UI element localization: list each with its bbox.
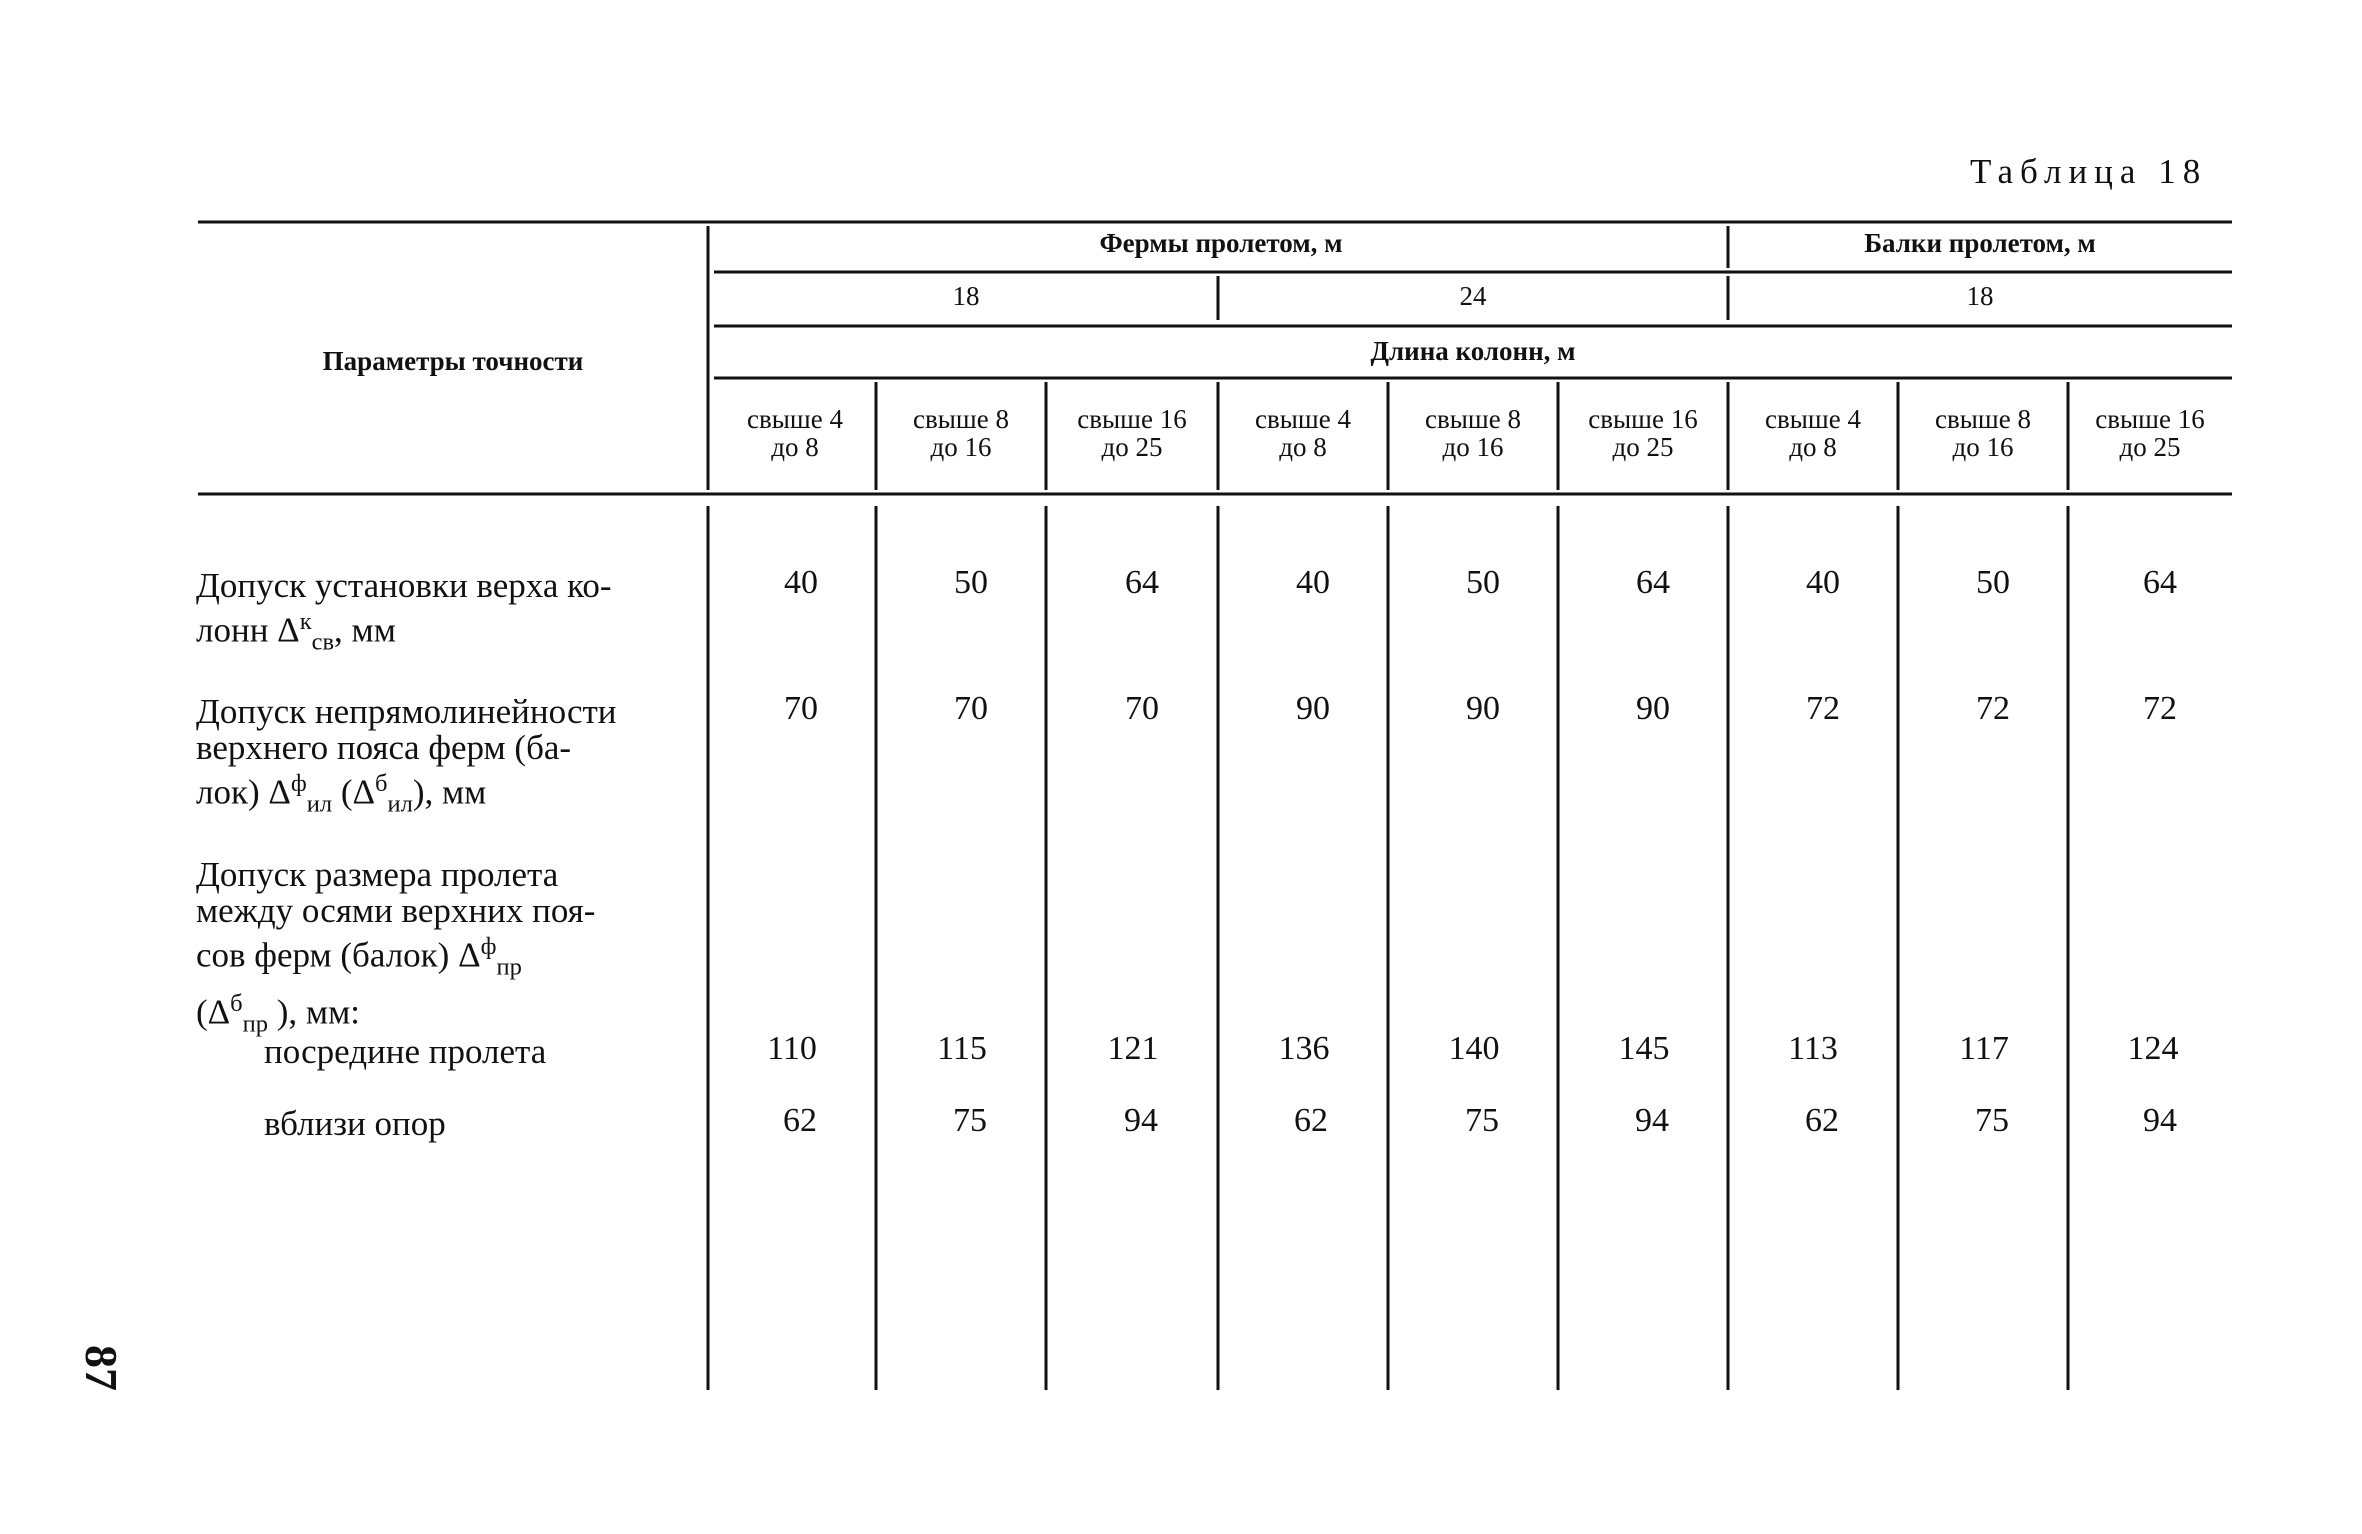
param-midspan: посредине пролета — [264, 1032, 547, 1071]
cell: 40 — [1806, 564, 1840, 601]
cell: 94 — [1635, 1102, 1669, 1139]
cell: 94 — [1124, 1102, 1158, 1139]
cell: 50 — [954, 564, 988, 601]
param-header: Параметры точности — [322, 346, 584, 376]
cell: 70 — [954, 690, 988, 727]
cell: 75 — [1465, 1102, 1499, 1139]
cell: 90 — [1296, 690, 1330, 727]
column-length-header: Длина колонн, м — [1370, 336, 1576, 366]
cell: 70 — [1125, 690, 1159, 727]
cell: 136 — [1278, 1030, 1330, 1067]
param-near-supports: вблизи опор — [264, 1104, 446, 1143]
cell: 90 — [1636, 690, 1670, 727]
subheader-2: свыше 8 до 16 — [913, 404, 1009, 462]
span-24-trusses: 24 — [1459, 281, 1487, 311]
cell: 40 — [1296, 564, 1330, 601]
subheader-5: свыше 8 до 16 — [1425, 404, 1521, 462]
subheader-8: свыше 8 до 16 — [1935, 404, 2031, 462]
param-column-top-tolerance: Допуск установки верха ко- лонн $\Delta^к_{св}$, мм — [196, 566, 612, 656]
subheader-9: свыше 16 до 25 — [2095, 404, 2205, 462]
cell: 75 — [1975, 1102, 2009, 1139]
cell: 62 — [1294, 1102, 1328, 1139]
cell: 40 — [784, 564, 818, 601]
cell: 64 — [1636, 564, 1670, 601]
cell: 72 — [1806, 690, 1840, 727]
subheader-4: свыше 4 до 8 — [1255, 404, 1351, 462]
cell: 124 — [2127, 1030, 2179, 1067]
cell: 62 — [1805, 1102, 1839, 1139]
beams-group-header: Балки пролетом, м — [1864, 228, 2096, 258]
cell: 50 — [1976, 564, 2010, 601]
trusses-group-header: Фермы пролетом, м — [1099, 228, 1343, 258]
cell: 113 — [1788, 1030, 1838, 1067]
cell: 90 — [1466, 690, 1500, 727]
table-title: Таблица 18 — [1970, 152, 2208, 191]
cell: 117 — [1959, 1030, 2009, 1067]
page-number: 87 — [76, 1345, 127, 1391]
cell: 64 — [2143, 564, 2177, 601]
cell: 72 — [1976, 690, 2010, 727]
subheader-7: свыше 4 до 8 — [1765, 404, 1861, 462]
cell: 121 — [1107, 1030, 1159, 1067]
subheader-1: свыше 4 до 8 — [747, 404, 843, 462]
cell: 72 — [2143, 690, 2177, 727]
param-span-size-tolerance: Допуск размера пролета между осями верхних поя- сов ферм (балок) $\Delta^ф_{пр}$ ($\Delta^б_{пр}$ ), мм: — [196, 855, 596, 1038]
cell: 70 — [784, 690, 818, 727]
cell: 140 — [1448, 1030, 1500, 1067]
subheader-6: свыше 16 до 25 — [1588, 404, 1698, 462]
param-straightness-tolerance: Допуск непрямолинейности верхнего поясa ферм (ба- лок) $\Delta^ф_{ил}$ $(\Delta^б_{ил})$, мм — [196, 692, 617, 818]
cell: 75 — [953, 1102, 987, 1139]
span-18-beams: 18 — [1966, 281, 1994, 311]
cell: 145 — [1618, 1030, 1670, 1067]
cell: 110 — [767, 1030, 817, 1067]
cell: 62 — [783, 1102, 817, 1139]
cell: 64 — [1125, 564, 1159, 601]
cell: 94 — [2143, 1102, 2177, 1139]
cell: 50 — [1466, 564, 1500, 601]
span-18-trusses: 18 — [952, 281, 980, 311]
cell: 115 — [937, 1030, 987, 1067]
subheader-3: свыше 16 до 25 — [1077, 404, 1187, 462]
